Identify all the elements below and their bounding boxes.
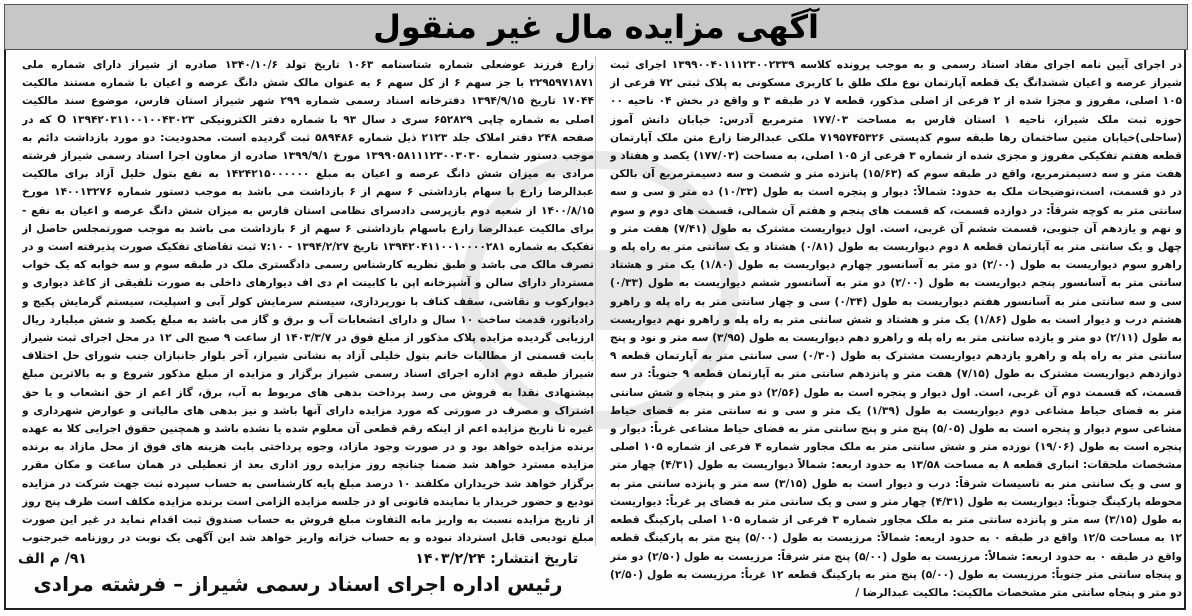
publish-date: تاریخ انتشار: ۱۴۰۳/۲/۲۴ <box>415 551 578 567</box>
notice-text-right: در اجرای آیین نامه اجرای مفاد اسناد رسمی و به موجب پرونده کلاسه ۱۳۹۹۰۰۴۰۱۱۱۲۳۰۰۲۳۳۹ اجرای ثبت شیراز عرصه و اعیان ششدانگ یک قطعه آپارتمان نوع ملک طلق با کاربری مسکونی به پلاک ثبتی ۷۲ فرعی از ۱۰۵ اصلی، مفروز و مجزا شده از ۲ فرعی از اصلی مذکور، قطعه ۷ در طبقه ۳ و واقع در بخش ۰۴ ناحیه ۰۰ حوزه ثبت ملک شیراز، ناحیه ۱ استان فارس به مساحت ۱۷۷/۰۳ مترمربع آدرس: خیابان دانش آموز (ساحلی)خیابان متین ساختمان رها طبقه سوم کدپستی ۷۱۹۵۷۴۵۳۲۶ ملکی عبدالرضا زارع متن ملک آپارتمان قطعه هفتم تفکیکی مفروز و مجزی شده از شماره ۳ فرعی از ۱۰۵ اصلی، به مساحت (۱۷۷/۰۳) یکصد و هفتاد و هفت متر و سه دسیمترمربع، واقع در طبقه سوم که (۱۵/۶۳) پانزده متر و شصت و سه دسیمترمربع آن بالکن در دو قسمت، است،توضیحات ملک به حدود: شمالاً: دیوار و پنجره است به طول (۱۰/۳۳) ده متر و سی و سه سانتی متر به کوچه شرقاً: در دوازده قسمت، که قسمت های پنجم و هفتم آن شمالی، قسمت های دوم و سوم و نهم و یازدهم آن جنوبی، قسمت ششم آن غربی، است. اول دیواریست مشترک به طول (۷/۴۱) هفت متر و چهل و یک سانتی متر به آپارتمان قطعه ۸ دوم دیواریست به طول (۰/۸۱) هشتاد و یک سانتی متر به راه پله و راهرو سوم دیواریست به طول (۲/۰۰) دو متر به آسانسور چهارم دیواریست به طول (۱/۸۰) یک متر و هشتاد سانتی متر به آسانسور پنجم دیواریست به طول (۲/۰۰) دو متر به آسانسور ششم دیواریست به طول (۰/۳۳) سی و سه سانتی متر به آسانسور هفتم دیواریست به طول (۰/۳۴) سی و چهار سانتی متر به راه پله و راهرو هشتم درب و دیوار است به طول (۱/۸۶) یک متر و هشتاد و شش سانتی متر به راه پله و راهرو نهم دیواریست به طول (۲/۱۱) دو متر و یازده سانتی متر به راه پله و راهرو دهم دیواریست به طول (۳/۹۵) سه متر و نود و پنج سانتی متر به راه پله و راهرو یازدهم دیواریست مشترک به طول (۰/۳۰) سی سانتی متر به آپارتمان قطعه ۹ دوازدهم دیواریست مشترک به طول (۷/۱۵) هفت متر و پانزدهم سانتی متر به آپارتمان قطعه ۹ جنوباً: در سه قسمت، که قسمت دوم آن غربی، است. اول دیوار و پنجره است به طول (۲/۵۶) دو متر و پنجاه و شش سانتی متر به فضای حیاط مشاعی دوم دیواریست به طول (۱/۳۹) یک متر و سی و نه سانتی متر به فضای حیاط مشاعی سوم دیوار و پنجره است به طول (۵/۰۵) پنج متر و پنج سانتی متر به فضای حیاط مشاعی غرباً: دیوار و پنجره است به طول (۱۹/۰۶) نوزده متر و شش سانتی متر به ملک مجاور شماره ۴ فرعی از شماره ۱۰۵ اصلی مشخصات ملحقات: انباری قطعه ۸ به مساحت ۱۳/۵۸ به حدود اربعه: شمالاً دیواریست به طول (۴/۳۱) چهار متر و سی و یک سانتی متر به تاسیسات شرقاً: درب و دیوار است به طول (۳/۱۵) سه متر و پانزده سانتی متر به محوطه پارکینگ جنوباً: دیواریست به طول (۴/۳۱) چهار متر و سی و یک سانتی متر به فضای پر غرباً: دیواریست به طول (۳/۱۵) سه متر و پانزده سانتی متر به ملک مجاور شماره ۳ فرعی از شماره ۱۰۵ اصلی پارکینگ قطعه ۱۲ به مساحت ۱۲/۵ واقع در طبقه ۰ به حدود اربعه: شمالاً: مرزیست به طول (۵/۰۰) پنج متر به پارکینگ قطعه <box>610 59 1182 544</box>
column-divider <box>595 56 596 546</box>
notice-title: آگهی مزایده مال غیر منقول <box>373 8 819 46</box>
notice-text-left: زارع فرزند عوضعلی شماره شناسنامه ۱۰۶۳ تاریخ تولد ۱۳۴۰/۱۰/۶ صادره از شیراز دارای شماره ملی ۲۲۹۵۹۷۱۸۷۱ با جز سهم ۶ از کل سهم ۶ به عنوان مالک شش دانگ عرصه و اعیان با شماره مستند مالکیت ۱۷۰۴۴ تاریخ ۱۳۹۴/۹/۱۵ دفترخانه اسناد رسمی شماره ۲۹۹ شهر شیراز استان فارس، موضوع سند مالکیت اصلی به شماره چاپی ۶۵۲۸۲۹ سری د سال ۹۳ با شماره دفتر الکترونیکی ۱۳۹۴۲۰۳۱۱۰۰۱۰۰۴۳۰۲۳ O که در صفحه ۲۴۸ دفتر املاک جلد ۲۱۲۳ ذیل شماره ۵۸۹۴۸۶ ثبت گردیده است. محدودیت: دو مورد بازداشت دائم به موجب دستور شماره ۱۳۹۹۰۵۸۱۱۱۲۳۰۰۳۰۳۰ مورخ ۱۳۹۹/۹/۱ صادره از معاون اجرا اسناد رسمی شیراز فرشته مرادی به میزان شش دانگ عرصه و اعیان به مبلغ ۱۴۲۴۲۱۵۰۰۰۰۰۰ به نفع بتول خلیل آزاد برای مالکیت عبدالرضا زارع با سهام بازداشتی ۶ سهم از ۶ بازداشت می باشد به موجب دستور شماره ۱۴۰۰۱۳۲۷۶ مورخ ۱۴۰۰/۸/۱۵ از شعبه دوم بازپرسی دادسرای نظامی استان فارس به میزان شش دانگ عرصه و اعیان به نفع - برای مالکیت عبدالرضا زارع باسهام بازداشتی ۶ سهم از ۶ بازداشت می باشد به موجب صورتمجلس حاصل از تفکیک به شماره ۱۳۹۴۲۰۴۱۱۰۰۱۰۰۰۰۲۸۱ تاریخ ۱۳۹۴/۲/۲۷ - ۷:۱۰ ثبت تقاضای تفکیک صورت پذیرفته است و در تصرف مالک می باشد و طبق نظریه کارشناس رسمی دادگستری ملک در طبقه سوم و سه خوابه که یک خواب مستردار دارای سالن و آشپزخانه اپن با کابینت ام دی اف دیوارهای داخلی به صورت تلفیقی از کاغذ دیواری و دیوارکوب و نقاشی، سقف کناف با نورپردازی، سیستم سرمایش کولر آبی و اسپلیت، سیستم گرمایش پکیج و رادیاتور، قدمت ساخت ۱۰ سال و دارای انشعابات آب و برق و گاز می باشد به مبلغ یکصد و شش میلیارد ریال ارزیابی گردیده مزایده پلاک مذکور از مبلغ فوق در ۱۴۰۳/۳/۷ از ساعت ۹ صبح الی ۱۲ در محل اجرای ثبت شیراز بابت قسمتی از مطالبات خانم بتول خلیلی آزاد به نشانی شیراز، آخر بلوار جانبازان جنب شورای حل اختلاف شیراز طبقه دوم اداره اجرای اسناد رسمی شیراز برگزار و مزایده از مبلغ مذکور شروع و به بالاترین مبلغ پیشنهادی نقدا به فروش می رسد پرداخت بدهی های مربوط به آب، برق، گاز اعم از حق انشعاب و یا حق اشتراک و مصرف در صورتی که مورد مزایده دارای آنها باشد و نیز بدهی های مالیاتی و عوارض شهرداری و غیره تا تاریخ مزایده اعم از اینکه رقم قطعی آن معلوم شده یا نشده باشد و همچنین حقوق اجرایی کلا به عهده برنده مزایده خواهد بود و در صورت وجود مازاد، وجوه پرداختی بابت هزینه های فوق از محل مازاد به برنده مزایده مسترد خواهد شد ضمنا چنانچه روز مزایده روز اداری بعد از تعطیلی در همان ساعت و مکان مقرر برگزار خواهد شد خریداران مکلفند ۱۰ درصد مبلغ پایه کارشناسی به حساب سپرده ثبت جهت شرکت در مزایده تودیع و حضور خریدار یا نماینده قانونی او در جلسه مزایده الزامی است برنده مزایده مکلف است ظرف پنج روز از تاریخ مزایده نسبت به واریز مابه التفاوت مبلغ فروش به حساب صندوق ثبت اقدام نماید در غیر این صورت مبلغ تودیعی قابل استرداد نبوده و به حساب خزانه واریز خواهد شد این آگهی یک نوبت در روزنامه خبرجنوب <box>22 59 594 544</box>
signature: رئیس اداره اجرای اسناد رسمی شیراز – فرشته مرادی <box>33 572 563 596</box>
publish-info-row <box>18 548 578 570</box>
notice-text-right-tail: واقع در طبقه ۰ به حدود اربعه: شمالاً: مرزیست به طول (۵/۰۰) پنج متر شرقاً: مرزیست به طول (۲/۵۰) دو متر و پنجاه سانتی متر جنوباً: مرزیست به طول (۵/۰۰) پنج متر به پارکینگ قطعه ۱۲ غرباً: مرزیست به طول (۲/۵۰) دو متر و پنجاه سانتی متر مشخصات مالکیت: مالکیت عبدالرضا / <box>610 551 1182 600</box>
notice-code: ۹۱/ م الف <box>18 551 87 567</box>
title-bar <box>4 4 1188 50</box>
